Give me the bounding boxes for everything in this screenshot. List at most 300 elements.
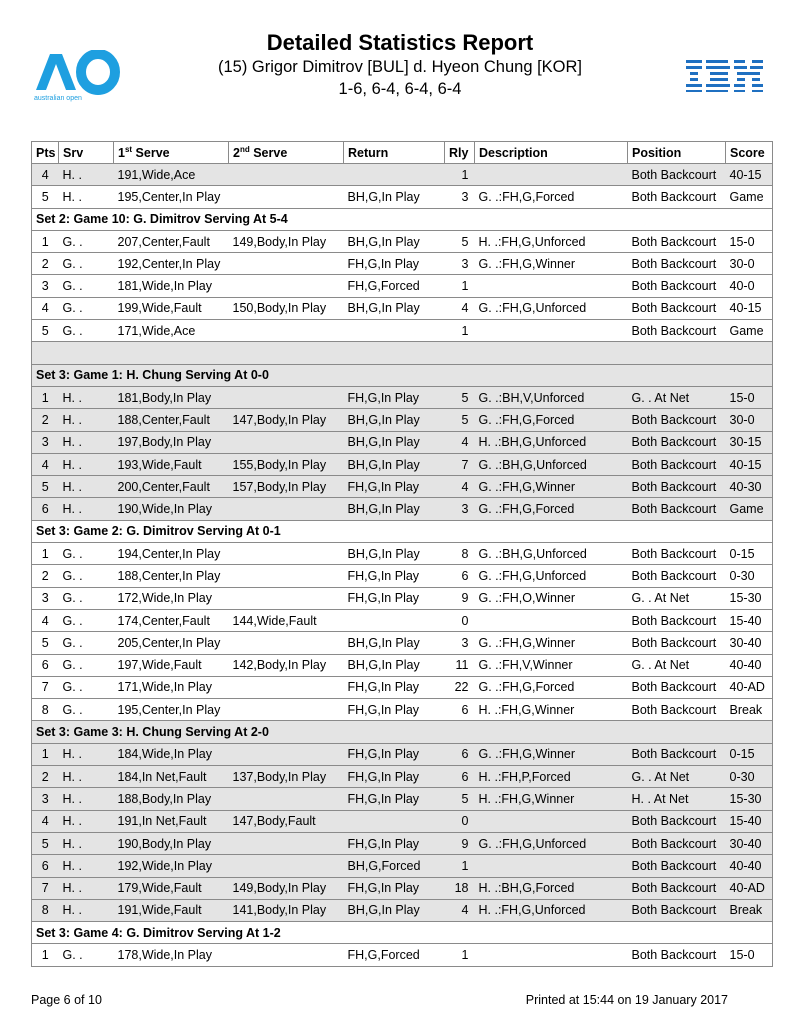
pts-cell: 5 (32, 186, 59, 208)
section-title: Set 3: Game 4: G. Dimitrov Serving At 1-2 (32, 922, 773, 944)
server-cell: G. . (59, 609, 114, 631)
description-cell: G. .:FH,G,Winner (475, 743, 628, 765)
position-cell: Both Backcourt (628, 453, 726, 475)
score-cell: 15-40 (726, 609, 773, 631)
server-cell: H. . (59, 743, 114, 765)
rally-cell: 9 (445, 587, 475, 609)
position-cell: G. . At Net (628, 766, 726, 788)
table-row (32, 409, 773, 431)
second-serve-cell: 149,Body,In Play (229, 230, 344, 252)
description-cell: G. .:FH,O,Winner (475, 587, 628, 609)
position-cell: G. . At Net (628, 654, 726, 676)
col-position: Position (628, 142, 726, 164)
first-serve-cell: 171,Wide,Ace (114, 320, 229, 342)
spacer-row (32, 342, 773, 364)
second-serve-cell (229, 855, 344, 877)
rally-cell: 6 (445, 565, 475, 587)
server-cell: G. . (59, 565, 114, 587)
pts-cell: 6 (32, 855, 59, 877)
position-cell: Both Backcourt (628, 230, 726, 252)
return-cell: FH,G,Forced (344, 944, 445, 966)
server-cell: H. . (59, 766, 114, 788)
table-row (32, 944, 773, 966)
table-row (32, 186, 773, 208)
position-cell: Both Backcourt (628, 944, 726, 966)
server-cell: G. . (59, 297, 114, 319)
table-row (32, 810, 773, 832)
return-cell: FH,G,Forced (344, 275, 445, 297)
rally-cell: 1 (445, 855, 475, 877)
first-serve-cell: 191,In Net,Fault (114, 810, 229, 832)
match-subtitle: (15) Grigor Dimitrov [BUL] d. Hyeon Chung [KOR] (217, 58, 583, 76)
col-score: Score (726, 142, 773, 164)
first-serve-cell: 174,Center,Fault (114, 609, 229, 631)
description-cell (475, 810, 628, 832)
description-cell: G. .:FH,V,Winner (475, 654, 628, 676)
pts-cell: 2 (32, 565, 59, 587)
return-cell (344, 164, 445, 186)
spacer-cell (32, 342, 773, 364)
description-cell: H. .:BH,G,Forced (475, 877, 628, 899)
table-row (32, 788, 773, 810)
col-return: Return (344, 142, 445, 164)
server-cell: H. . (59, 186, 114, 208)
second-serve-cell (229, 832, 344, 854)
position-cell: Both Backcourt (628, 498, 726, 520)
game-section-header (32, 922, 773, 944)
return-cell: FH,G,In Play (344, 743, 445, 765)
section-title: Set 3: Game 1: H. Chung Serving At 0-0 (32, 364, 773, 386)
rally-cell: 9 (445, 832, 475, 854)
pts-cell: 5 (32, 832, 59, 854)
pts-cell: 4 (32, 164, 59, 186)
description-cell (475, 855, 628, 877)
table-row (32, 609, 773, 631)
score-cell: 40-0 (726, 275, 773, 297)
pts-cell: 6 (32, 498, 59, 520)
server-cell: H. . (59, 877, 114, 899)
second-serve-cell: 155,Body,In Play (229, 453, 344, 475)
server-cell: H. . (59, 498, 114, 520)
return-cell: BH,G,In Play (344, 632, 445, 654)
position-cell: Both Backcourt (628, 676, 726, 698)
score-cell: 15-0 (726, 386, 773, 408)
game-section-header (32, 721, 773, 743)
second-serve-cell (229, 632, 344, 654)
score-cell: Break (726, 899, 773, 921)
second-serve-cell: 144,Wide,Fault (229, 609, 344, 631)
section-title: Set 2: Game 10: G. Dimitrov Serving At 5-4 (32, 208, 773, 230)
second-serve-cell (229, 944, 344, 966)
score-cell: 40-15 (726, 453, 773, 475)
table-row (32, 164, 773, 186)
second-serve-cell (229, 743, 344, 765)
table-row (32, 320, 773, 342)
first-serve-cell: 193,Wide,Fault (114, 453, 229, 475)
description-cell (475, 944, 628, 966)
score-cell: 40-AD (726, 877, 773, 899)
second-serve-cell (229, 587, 344, 609)
return-cell: BH,G,Forced (344, 855, 445, 877)
pts-cell: 7 (32, 676, 59, 698)
position-cell: Both Backcourt (628, 832, 726, 854)
first-serve-cell: 190,Wide,In Play (114, 498, 229, 520)
score-cell: Game (726, 320, 773, 342)
first-serve-cell: 195,Center,In Play (114, 699, 229, 721)
position-cell: Both Backcourt (628, 743, 726, 765)
score-cell: 15-40 (726, 810, 773, 832)
description-cell: G. .:BH,G,Unforced (475, 453, 628, 475)
rally-cell: 3 (445, 498, 475, 520)
pts-cell: 6 (32, 654, 59, 676)
rally-cell: 4 (445, 431, 475, 453)
table-row (32, 899, 773, 921)
description-cell: H. .:FH,G,Winner (475, 788, 628, 810)
col-srv: Srv (59, 142, 114, 164)
server-cell: H. . (59, 855, 114, 877)
return-cell: BH,G,In Play (344, 230, 445, 252)
score-cell: 30-40 (726, 832, 773, 854)
rally-cell: 7 (445, 453, 475, 475)
position-cell: Both Backcourt (628, 253, 726, 275)
first-serve-cell: 181,Body,In Play (114, 386, 229, 408)
table-row (32, 676, 773, 698)
table-row (32, 743, 773, 765)
server-cell: H. . (59, 788, 114, 810)
server-cell: H. . (59, 431, 114, 453)
server-cell: H. . (59, 453, 114, 475)
server-cell: G. . (59, 275, 114, 297)
score-cell: Game (726, 498, 773, 520)
position-cell: Both Backcourt (628, 186, 726, 208)
score-cell: 40-30 (726, 476, 773, 498)
position-cell: Both Backcourt (628, 810, 726, 832)
match-score: 1-6, 6-4, 6-4, 6-4 (338, 80, 462, 98)
return-cell: BH,G,In Play (344, 654, 445, 676)
second-serve-cell (229, 186, 344, 208)
return-cell: FH,G,In Play (344, 587, 445, 609)
first-serve-cell: 194,Center,In Play (114, 543, 229, 565)
rally-cell: 5 (445, 788, 475, 810)
first-serve-cell: 190,Body,In Play (114, 832, 229, 854)
page-number: Page 6 of 10 (31, 993, 102, 1007)
return-cell: BH,G,In Play (344, 431, 445, 453)
position-cell: Both Backcourt (628, 543, 726, 565)
position-cell: Both Backcourt (628, 275, 726, 297)
first-serve-cell: 172,Wide,In Play (114, 587, 229, 609)
return-cell: FH,G,In Play (344, 565, 445, 587)
pts-cell: 3 (32, 275, 59, 297)
pts-cell: 4 (32, 453, 59, 475)
server-cell: G. . (59, 632, 114, 654)
description-cell: G. .:FH,G,Forced (475, 186, 628, 208)
return-cell: FH,G,In Play (344, 766, 445, 788)
second-serve-cell (229, 676, 344, 698)
return-cell: BH,G,In Play (344, 899, 445, 921)
score-cell: 40-15 (726, 164, 773, 186)
col-pts: Pts (32, 142, 59, 164)
description-cell: H. .:FH,G,Unforced (475, 230, 628, 252)
pts-cell: 4 (32, 609, 59, 631)
first-serve-cell: 179,Wide,Fault (114, 877, 229, 899)
position-cell: G. . At Net (628, 386, 726, 408)
return-cell (344, 609, 445, 631)
table-row (32, 565, 773, 587)
table-header-row (32, 142, 773, 164)
server-cell: H. . (59, 899, 114, 921)
score-cell: 0-15 (726, 743, 773, 765)
return-cell: BH,G,In Play (344, 543, 445, 565)
score-cell: 15-30 (726, 788, 773, 810)
server-cell: G. . (59, 230, 114, 252)
pts-cell: 1 (32, 230, 59, 252)
pts-cell: 3 (32, 587, 59, 609)
score-cell: 15-0 (726, 230, 773, 252)
description-cell: G. .:FH,G,Winner (475, 253, 628, 275)
pts-cell: 3 (32, 431, 59, 453)
first-serve-cell: 199,Wide,Fault (114, 297, 229, 319)
pts-cell: 1 (32, 543, 59, 565)
second-serve-cell (229, 164, 344, 186)
server-cell: G. . (59, 253, 114, 275)
return-cell: BH,G,In Play (344, 186, 445, 208)
rally-cell: 1 (445, 944, 475, 966)
table-row (32, 877, 773, 899)
game-section-header (32, 208, 773, 230)
pts-cell: 7 (32, 877, 59, 899)
table-body (32, 164, 773, 967)
description-cell: H. .:FH,P,Forced (475, 766, 628, 788)
statistics-table (31, 141, 773, 967)
second-serve-cell: 147,Body,Fault (229, 810, 344, 832)
description-cell (475, 275, 628, 297)
position-cell: Both Backcourt (628, 431, 726, 453)
rally-cell: 6 (445, 766, 475, 788)
first-serve-cell: 200,Center,Fault (114, 476, 229, 498)
table-row (32, 766, 773, 788)
return-cell: FH,G,In Play (344, 253, 445, 275)
description-cell: H. .:BH,G,Unforced (475, 431, 628, 453)
score-cell: 40-AD (726, 676, 773, 698)
server-cell: H. . (59, 386, 114, 408)
rally-cell: 6 (445, 743, 475, 765)
server-cell: G. . (59, 676, 114, 698)
ao-wordmark: australian open (34, 95, 82, 102)
description-cell: H. .:FH,G,Unforced (475, 899, 628, 921)
rally-cell: 5 (445, 230, 475, 252)
score-cell: 30-15 (726, 431, 773, 453)
return-cell: FH,G,In Play (344, 788, 445, 810)
description-cell: G. .:BH,G,Unforced (475, 543, 628, 565)
position-cell: Both Backcourt (628, 699, 726, 721)
second-serve-cell (229, 498, 344, 520)
table-row (32, 297, 773, 319)
score-cell: 0-30 (726, 565, 773, 587)
pts-cell: 5 (32, 632, 59, 654)
server-cell: G. . (59, 587, 114, 609)
printed-timestamp: Printed at 15:44 on 19 January 2017 (525, 993, 728, 1007)
position-cell: Both Backcourt (628, 320, 726, 342)
rally-cell: 5 (445, 409, 475, 431)
position-cell: Both Backcourt (628, 565, 726, 587)
position-cell: Both Backcourt (628, 899, 726, 921)
table-row (32, 699, 773, 721)
description-cell (475, 320, 628, 342)
first-serve-cell: 192,Wide,In Play (114, 855, 229, 877)
game-section-header (32, 364, 773, 386)
position-cell: Both Backcourt (628, 609, 726, 631)
col-rally: Rly (445, 142, 475, 164)
rally-cell: 22 (445, 676, 475, 698)
rally-cell: 3 (445, 632, 475, 654)
second-serve-cell (229, 320, 344, 342)
first-serve-cell: 188,Center,In Play (114, 565, 229, 587)
first-serve-cell: 207,Center,Fault (114, 230, 229, 252)
return-cell: FH,G,In Play (344, 676, 445, 698)
first-serve-cell: 184,Wide,In Play (114, 743, 229, 765)
rally-cell: 6 (445, 699, 475, 721)
rally-cell: 0 (445, 810, 475, 832)
pts-cell: 2 (32, 766, 59, 788)
game-section-header (32, 520, 773, 542)
pts-cell: 8 (32, 699, 59, 721)
rally-cell: 1 (445, 275, 475, 297)
pts-cell: 2 (32, 409, 59, 431)
table-row (32, 832, 773, 854)
server-cell: G. . (59, 320, 114, 342)
first-serve-cell: 181,Wide,In Play (114, 275, 229, 297)
description-cell: G. .:FH,G,Winner (475, 476, 628, 498)
description-cell: G. .:BH,V,Unforced (475, 386, 628, 408)
server-cell: H. . (59, 164, 114, 186)
score-cell: 40-40 (726, 855, 773, 877)
position-cell: Both Backcourt (628, 632, 726, 654)
position-cell: Both Backcourt (628, 877, 726, 899)
description-cell: G. .:FH,G,Forced (475, 409, 628, 431)
server-cell: H. . (59, 810, 114, 832)
pts-cell: 4 (32, 297, 59, 319)
return-cell: FH,G,In Play (344, 699, 445, 721)
server-cell: H. . (59, 476, 114, 498)
position-cell: G. . At Net (628, 587, 726, 609)
server-cell: G. . (59, 699, 114, 721)
second-serve-cell (229, 275, 344, 297)
server-cell: G. . (59, 654, 114, 676)
description-cell: G. .:FH,G,Winner (475, 632, 628, 654)
table-row (32, 431, 773, 453)
description-cell: H. .:FH,G,Winner (475, 699, 628, 721)
second-serve-cell: 141,Body,In Play (229, 899, 344, 921)
rally-cell: 11 (445, 654, 475, 676)
second-serve-cell (229, 788, 344, 810)
rally-cell: 18 (445, 877, 475, 899)
return-cell: BH,G,In Play (344, 453, 445, 475)
server-cell: G. . (59, 543, 114, 565)
return-cell: FH,G,In Play (344, 386, 445, 408)
second-serve-cell (229, 253, 344, 275)
position-cell: Both Backcourt (628, 297, 726, 319)
server-cell: H. . (59, 832, 114, 854)
description-cell: G. .:FH,G,Unforced (475, 297, 628, 319)
first-serve-cell: 184,In Net,Fault (114, 766, 229, 788)
first-serve-cell: 197,Wide,Fault (114, 654, 229, 676)
second-serve-cell: 150,Body,In Play (229, 297, 344, 319)
rally-cell: 3 (445, 186, 475, 208)
section-title: Set 3: Game 2: G. Dimitrov Serving At 0-1 (32, 520, 773, 542)
description-cell: G. .:FH,G,Unforced (475, 565, 628, 587)
rally-cell: 8 (445, 543, 475, 565)
table-row (32, 386, 773, 408)
table-row (32, 498, 773, 520)
second-serve-cell: 149,Body,In Play (229, 877, 344, 899)
pts-cell: 1 (32, 944, 59, 966)
pts-cell: 4 (32, 810, 59, 832)
rally-cell: 5 (445, 386, 475, 408)
score-cell: 30-40 (726, 632, 773, 654)
table-row (32, 855, 773, 877)
col-description: Description (475, 142, 628, 164)
table-row (32, 476, 773, 498)
second-serve-cell (229, 543, 344, 565)
first-serve-cell: 191,Wide,Fault (114, 899, 229, 921)
pts-cell: 5 (32, 320, 59, 342)
return-cell: BH,G,In Play (344, 498, 445, 520)
position-cell: Both Backcourt (628, 855, 726, 877)
return-cell (344, 320, 445, 342)
report-title: Detailed Statistics Report (266, 30, 534, 55)
pts-cell: 2 (32, 253, 59, 275)
rally-cell: 4 (445, 899, 475, 921)
table-row (32, 253, 773, 275)
first-serve-cell: 192,Center,In Play (114, 253, 229, 275)
second-serve-cell (229, 386, 344, 408)
table-row (32, 275, 773, 297)
rally-cell: 1 (445, 164, 475, 186)
description-cell: G. .:FH,G,Forced (475, 676, 628, 698)
return-cell: BH,G,In Play (344, 297, 445, 319)
description-cell: G. .:FH,G,Unforced (475, 832, 628, 854)
table-row (32, 654, 773, 676)
pts-cell: 1 (32, 386, 59, 408)
score-cell: 15-30 (726, 587, 773, 609)
col-second-serve: 2nd Serve (229, 142, 344, 164)
first-serve-cell: 188,Center,Fault (114, 409, 229, 431)
section-title: Set 3: Game 3: H. Chung Serving At 2-0 (32, 721, 773, 743)
score-cell: Game (726, 186, 773, 208)
position-cell: Both Backcourt (628, 164, 726, 186)
second-serve-cell (229, 431, 344, 453)
table-row (32, 543, 773, 565)
first-serve-cell: 195,Center,In Play (114, 186, 229, 208)
table-row (32, 230, 773, 252)
score-cell: Break (726, 699, 773, 721)
second-serve-cell (229, 565, 344, 587)
score-cell: 40-15 (726, 297, 773, 319)
position-cell: Both Backcourt (628, 409, 726, 431)
description-cell: G. .:FH,G,Forced (475, 498, 628, 520)
return-cell: BH,G,In Play (344, 409, 445, 431)
return-cell: FH,G,In Play (344, 476, 445, 498)
first-serve-cell: 197,Body,In Play (114, 431, 229, 453)
second-serve-cell: 157,Body,In Play (229, 476, 344, 498)
second-serve-cell: 142,Body,In Play (229, 654, 344, 676)
pts-cell: 8 (32, 899, 59, 921)
second-serve-cell: 137,Body,In Play (229, 766, 344, 788)
score-cell: 0-30 (726, 766, 773, 788)
description-cell (475, 164, 628, 186)
first-serve-cell: 178,Wide,In Play (114, 944, 229, 966)
server-cell: H. . (59, 409, 114, 431)
